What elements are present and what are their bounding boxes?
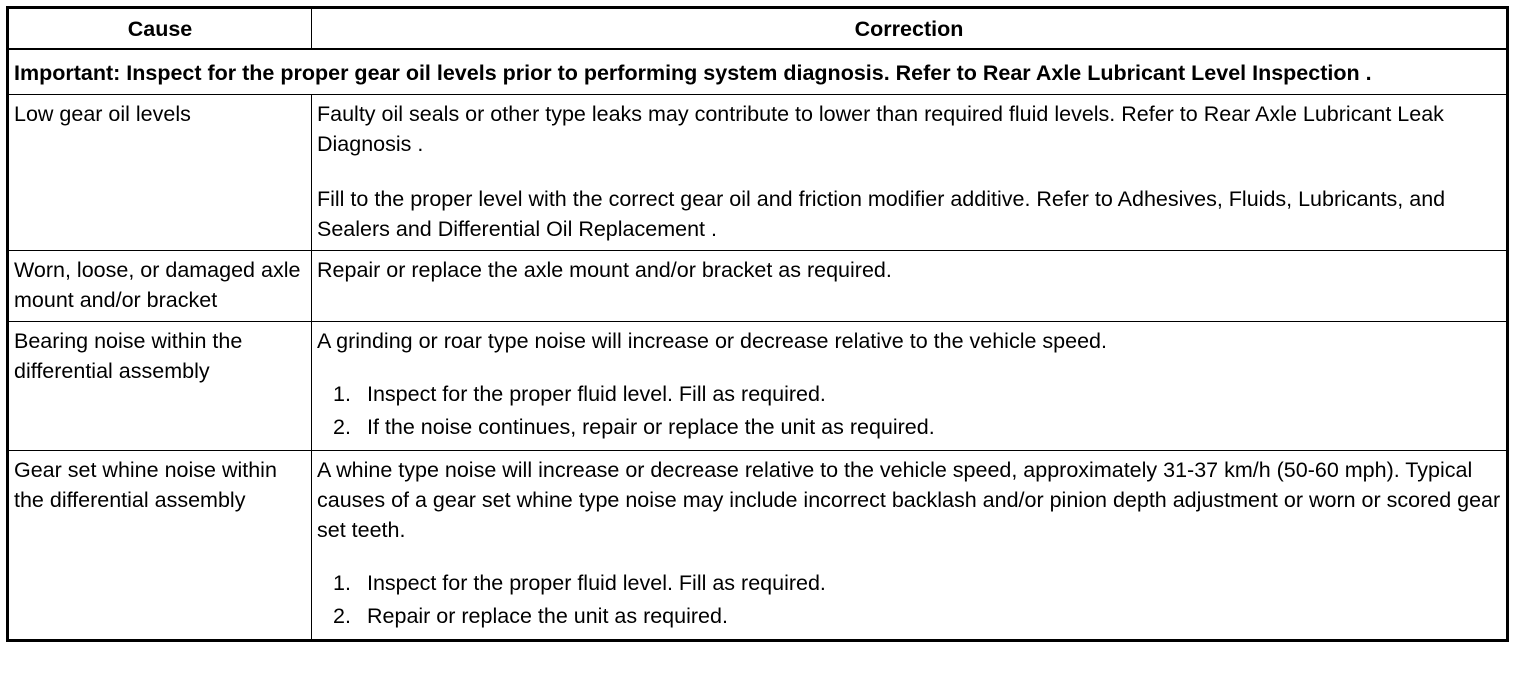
table-row: [8, 451, 1508, 641]
steps-list: [317, 378, 1501, 444]
table-row: [8, 95, 1508, 251]
step-item: Inspect for the proper fluid level. Fill as required.: [367, 571, 826, 595]
correction-cell: [312, 95, 1508, 251]
correction-cell: [312, 251, 1508, 322]
correction-paragraph: Fill to the proper level with the correct gear oil and friction modifier additive. Refer to Adhesives, Fluids, Lubricants, and Sealers and Differential Oil Replacement .: [317, 187, 1446, 241]
important-note-row: [8, 49, 1508, 95]
correction-paragraph: Faulty oil seals or other type leaks may contribute to lower than required fluid levels. Refer to Rear Axle Lubricant Leak Diagnosis .: [317, 102, 1444, 156]
steps-list: [317, 567, 1501, 633]
table-header-row: [8, 8, 1508, 50]
cause-cell: Low gear oil levels: [8, 95, 312, 251]
cause-cell: Bearing noise within the differential assembly: [8, 322, 312, 451]
correction-paragraph: A whine type noise will increase or decrease relative to the vehicle speed, approximately 31-37 km/h (50-60 mph). Typical causes of a gear set whine type noise may include incorrect backlash and/or pinion depth adjustment or worn or scored gear set teeth.: [317, 458, 1501, 542]
important-note: Important: Inspect for the proper gear oil levels prior to performing system diagnosis. Refer to Rear Axle Lubricant Level Inspection .: [8, 49, 1508, 95]
correction-cell: [312, 322, 1508, 451]
step-item: If the noise continues, repair or replace the unit as required.: [367, 415, 935, 439]
correction-cell: [312, 451, 1508, 641]
diagnostic-table: [6, 6, 1509, 642]
step-item: Inspect for the proper fluid level. Fill as required.: [367, 382, 826, 406]
cause-column-header: Cause: [8, 8, 312, 50]
correction-paragraph: Repair or replace the axle mount and/or bracket as required.: [317, 258, 892, 282]
cause-cell: Gear set whine noise within the differential assembly: [8, 451, 312, 641]
table-row: [8, 251, 1508, 322]
correction-column-header: Correction: [312, 8, 1508, 50]
cause-cell: Worn, loose, or damaged axle mount and/or bracket: [8, 251, 312, 322]
correction-paragraph: A grinding or roar type noise will increase or decrease relative to the vehicle speed.: [317, 329, 1107, 353]
table-row: [8, 322, 1508, 451]
step-item: Repair or replace the unit as required.: [367, 604, 728, 628]
diagnostic-table-container: [6, 6, 1506, 642]
